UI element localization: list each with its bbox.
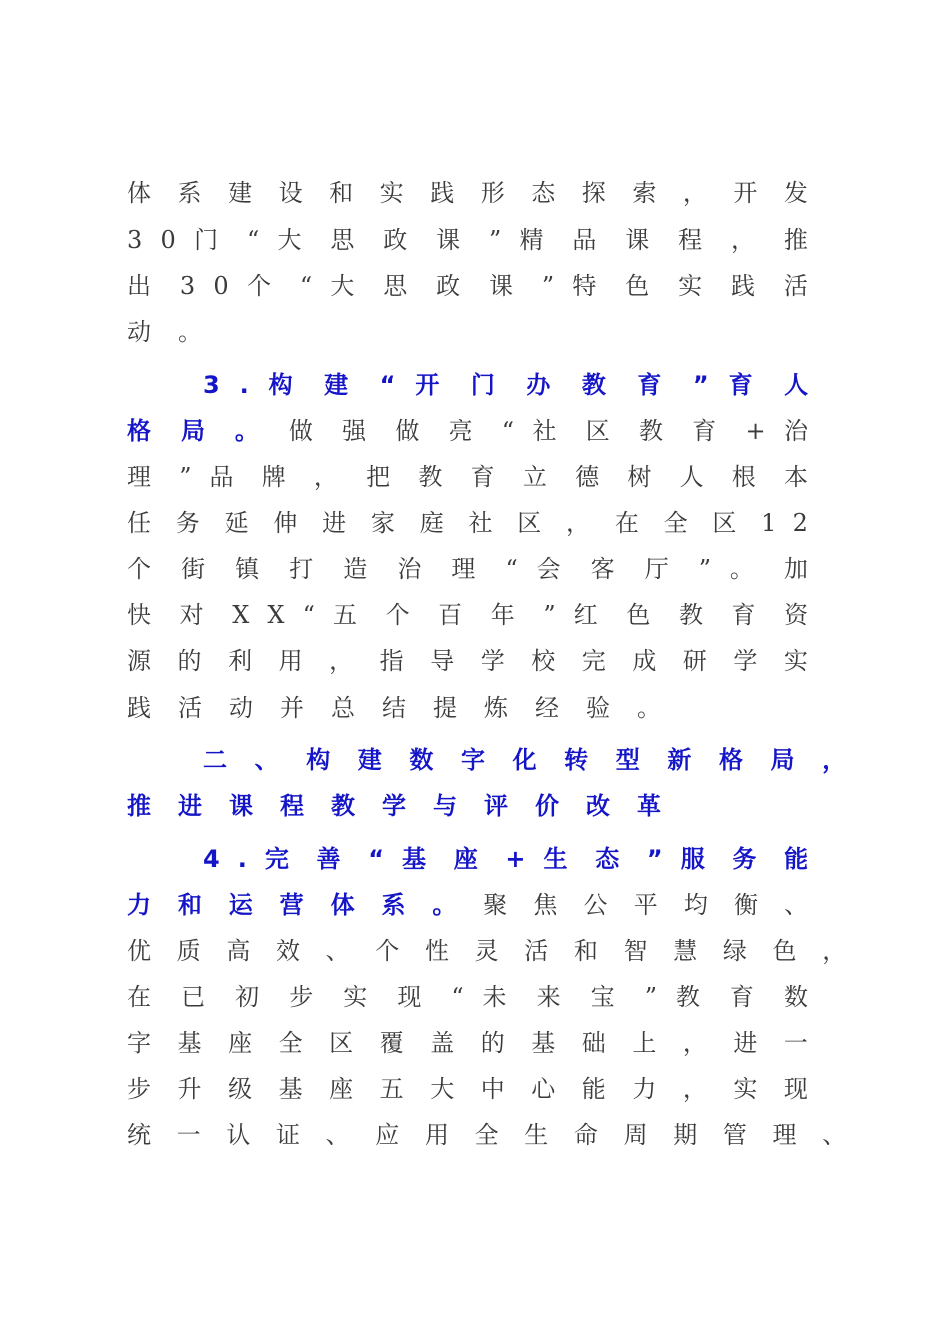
paragraph-line — [127, 888, 808, 922]
paragraph-text: 做 强 做 亮 “ 社 区 教 育 + 治 — [288, 417, 808, 445]
subheading-text: 力 和 运 营 体 系 。 — [127, 891, 466, 919]
paragraph-line: 字 基 座 全 区 覆 盖 的 基 础 上 ， 进 一 — [127, 1029, 808, 1057]
paragraph-line: 理 ” 品 牌 ， 把 教 育 立 德 树 人 根 本 — [127, 463, 809, 491]
paragraph-line: 在 已 初 步 实 现 “ 未 来 宝 ” 教 育 数 — [127, 983, 808, 1011]
section-heading-line: 二 、 构 建 数 字 化 转 型 新 格 局 ， — [203, 746, 847, 774]
paragraph-line: 出 3 0 个 “ 大 思 政 课 ” 特 色 实 践 活 — [127, 272, 808, 300]
paragraph-line: 任 务 延 伸 进 家 庭 社 区 ， 在 全 区 1 2 — [127, 509, 808, 537]
paragraph-line: 步 升 级 基 座 五 大 中 心 能 力 ， 实 现 — [127, 1075, 808, 1103]
paragraph-line: 统 一 认 证 、 应 用 全 生 命 周 期 管 理 、 — [127, 1121, 847, 1149]
paragraph-line: 3 0 门 “ 大 思 政 课 ” 精 品 课 程 ， 推 — [127, 226, 808, 254]
paragraph-line: 践活动并总结提炼经验。 — [127, 694, 688, 722]
paragraph-line: 体 系 建 设 和 实 践 形 态 探 索 ， 开 发 — [127, 179, 808, 207]
paragraph-line: 个 街 镇 打 造 治 理 “ 会 客 厅 ” 。 加 — [127, 555, 808, 583]
paragraph-line — [127, 414, 808, 448]
paragraph-line: 动。 — [127, 318, 229, 346]
subheading-line: 3 . 构 建 “ 开 门 办 教 育 ” 育 人 — [203, 371, 809, 399]
paragraph-line: 优 质 高 效 、 个 性 灵 活 和 智 慧 绿 色 ， — [127, 937, 847, 965]
paragraph-line: 源 的 利 用 ， 指 导 学 校 完 成 研 学 实 — [127, 647, 808, 675]
paragraph-text: 聚 焦 公 平 均 衡 、 — [483, 891, 809, 919]
section-heading-line: 推进课程教学与评价改革 — [127, 792, 688, 820]
subheading-text: 格 局 。 — [127, 417, 270, 445]
subheading-line: 4 . 完 善 “ 基 座 + 生 态 ” 服 务 能 — [203, 845, 809, 873]
paragraph-line: 快 对 X X “ 五 个 百 年 ” 红 色 教 育 资 — [127, 601, 809, 629]
